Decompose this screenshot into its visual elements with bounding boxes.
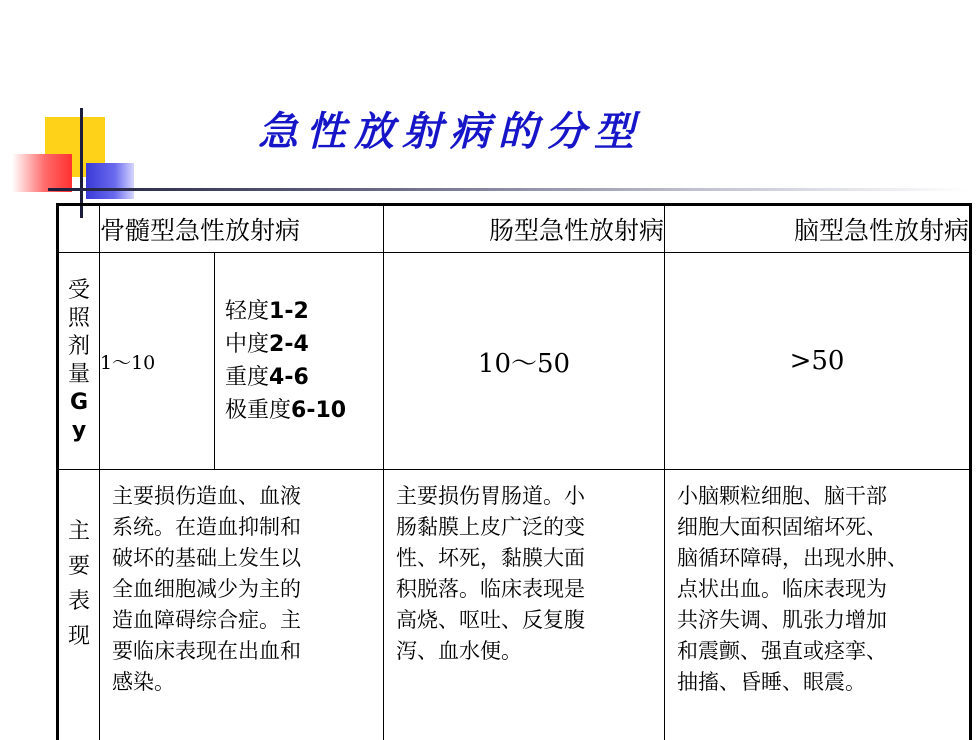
decor-vertical-line [80,108,83,218]
intestinal-dose-range: 10～50 [384,253,665,470]
header-cerebral: 脑型急性放射病 [665,205,971,253]
severity-extreme: 极重度6-10 [225,394,383,427]
severity-mild: 轻度1-2 [225,295,383,328]
header-intestinal: 肠型急性放射病 [384,205,665,253]
intestinal-symptoms-cell [384,470,665,740]
dose-label-cell [58,253,100,470]
symptom-label: 主 要 表 现 [59,470,99,654]
decor-horizontal-line [48,188,968,191]
header-row [58,205,971,253]
marrow-symptoms-cell [100,470,384,740]
decor-red-bar [12,154,72,192]
marrow-symptoms: 主要损伤造血、血液 系统。在造血抑制和 破坏的基础上发生以 全血细胞减少为主的 造血障碍综合症。主 要临床表现在出血和 感染。 [100,470,383,698]
header-corner [58,205,100,253]
severity-severe: 重度4-6 [225,361,383,394]
cerebral-symptoms: 小脑颗粒细胞、脑干部 细胞大面积固缩坏死、 脑循环障碍，出现水肿、 点状出血。临床表现为 共济失调、肌张力增加 和震颤、强直或痉挛、 抽搐、昏睡、眼震。 [665,470,969,698]
symptom-label-cell [58,470,100,740]
page-title: 急性放射病的分型 [258,100,642,157]
severity-moderate: 中度2-4 [225,328,383,361]
cerebral-dose-range: >50 [665,253,971,470]
severity-list [215,295,383,427]
decor-blue-square [86,163,134,199]
severity-cell [215,253,384,470]
cerebral-symptoms-cell [665,470,971,740]
symptom-row [58,470,971,740]
header-marrow: 骨髓型急性放射病 [100,205,384,253]
dose-label: 受 照 剂 量 G y [59,277,99,445]
intestinal-symptoms: 主要损伤胃肠道。小 肠黏膜上皮广泛的变 性、坏死，黏膜大面 积脱落。临床表现是 高烧、呕吐、反复腹 泻、血水便。 [384,470,664,667]
dose-row [58,253,971,470]
classification-table [56,203,972,740]
marrow-dose-range: 1～10 [100,253,215,470]
